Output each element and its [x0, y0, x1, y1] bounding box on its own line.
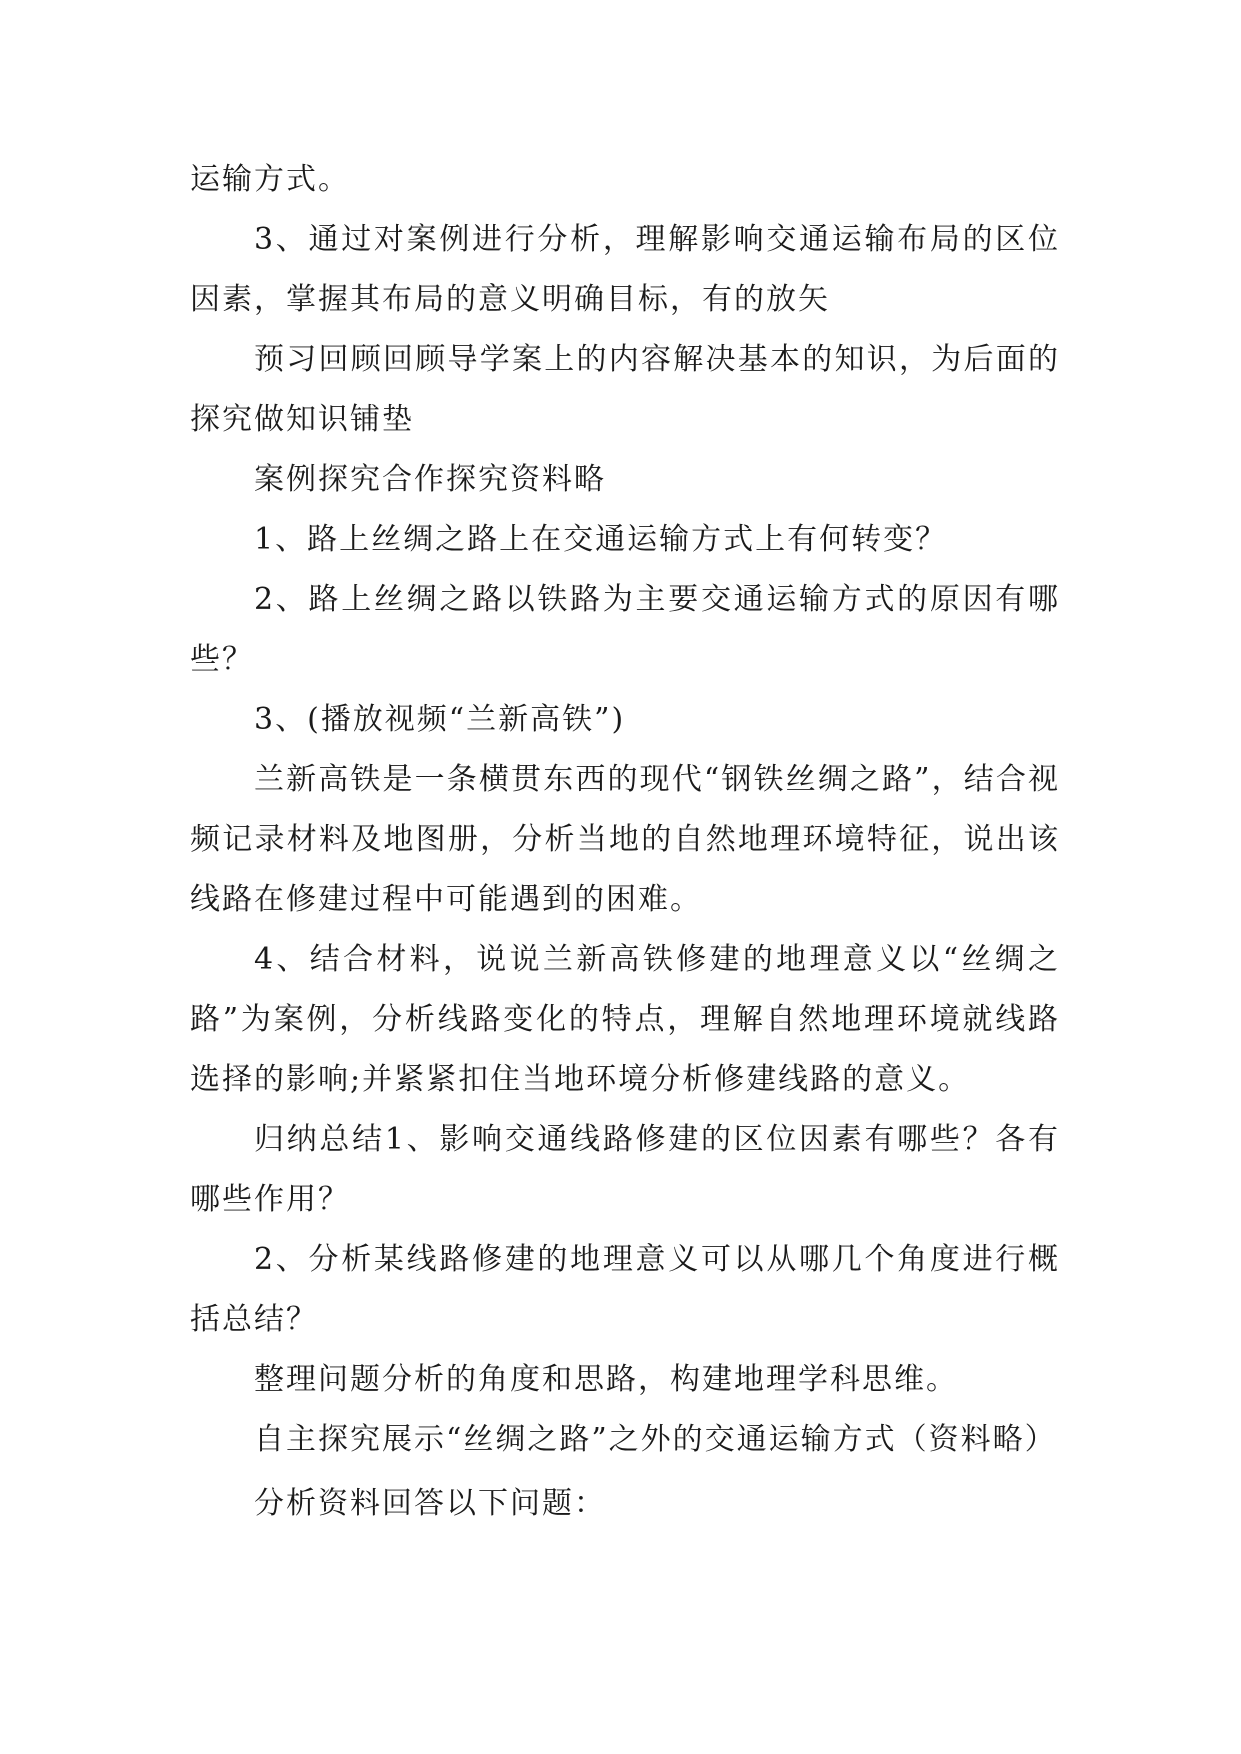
paragraph-8: 兰新高铁是一条横贯东西的现代“钢铁丝绸之路”，结合视频记录材料及地图册，分析当地的自然地理环境特征，说出该线路在修建过程中可能遇到的困难。 [190, 762, 1060, 917]
paragraph-13: 自主探究展示“丝绸之路”之外的交通运输方式（资料略） [254, 1422, 1057, 1457]
paragraph-14: 分析资料回答以下问题： [254, 1486, 606, 1521]
paragraph-6: 2、路上丝绸之路以铁路为主要交通运输方式的原因有哪些？ [190, 582, 1060, 677]
paragraph-4: 案例探究合作探究资料略 [254, 462, 606, 497]
paragraph-11: 2、分析某线路修建的地理意义可以从哪几个角度进行概括总结？ [190, 1242, 1060, 1337]
paragraph-1: 运输方式。 [190, 162, 350, 197]
paragraph-7: 3、(播放视频“兰新高铁”) [254, 702, 626, 737]
document-body [190, 150, 1060, 1534]
paragraph-10: 归纳总结1、影响交通线路修建的区位因素有哪些？各有哪些作用？ [190, 1122, 1060, 1217]
paragraph-12: 整理问题分析的角度和思路，构建地理学科思维。 [254, 1362, 958, 1397]
paragraph-3: 预习回顾回顾导学案上的内容解决基本的知识，为后面的探究做知识铺垫 [190, 342, 1060, 437]
paragraph-5: 1、路上丝绸之路上在交通运输方式上有何转变？ [254, 522, 948, 557]
paragraph-9: 4、结合材料，说说兰新高铁修建的地理意义以“丝绸之路”为案例，分析线路变化的特点，理解自然地理环境就线路选择的影响;并紧紧扣住当地环境分析修建线路的意义。 [190, 942, 1060, 1097]
paragraph-2: 3、通过对案例进行分析，理解影响交通运输布局的区位因素，掌握其布局的意义明确目标，有的放矢 [190, 222, 1060, 317]
